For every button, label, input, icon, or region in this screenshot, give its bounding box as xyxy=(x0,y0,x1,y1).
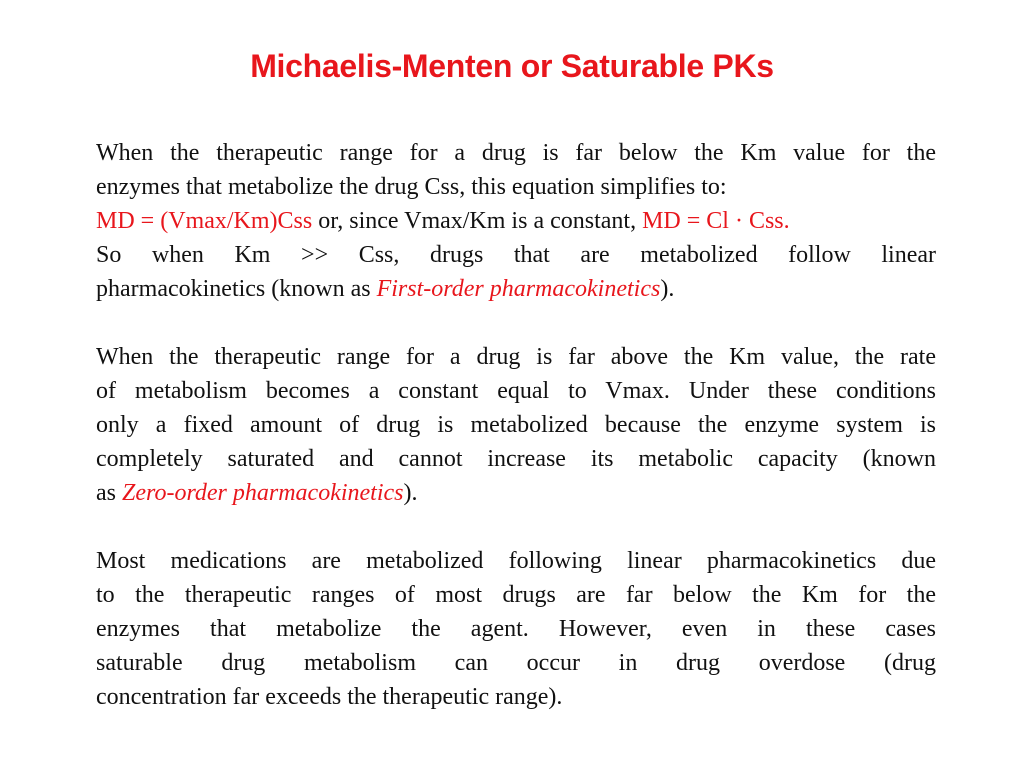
text-line xyxy=(96,476,936,510)
text-line: Most medications are metabolized following linear pharmacokinetics due xyxy=(96,548,936,574)
text-fragment: as xyxy=(96,480,122,506)
text-fragment: ). xyxy=(403,480,418,506)
text-line: enzymes that metabolize the agent. However, even in these cases xyxy=(96,616,936,642)
paragraph-most-medications xyxy=(96,544,936,714)
text-line: So when Km >> Css, drugs that are metabolized follow linear xyxy=(96,242,936,268)
equation-md-cl-css: MD = Cl · Css. xyxy=(642,208,790,234)
text-line: enzymes that metabolize the drug Css, this equation simplifies to: xyxy=(96,174,727,200)
text-line: When the therapeutic range for a drug is far below the Km value for the xyxy=(96,140,936,166)
text-line: only a fixed amount of drug is metabolized because the enzyme system is xyxy=(96,412,936,438)
term-zero-order: Zero-order pharmacokinetics xyxy=(122,480,404,506)
text-line xyxy=(96,272,936,306)
text-line: saturable drug metabolism can occur in drug overdose (drug xyxy=(96,650,936,676)
equation-md-vmax-km: MD = (Vmax/Km)Css xyxy=(96,208,313,234)
paragraph-zero-order xyxy=(96,340,936,510)
text-fragment: pharmacokinetics (known as xyxy=(96,276,377,302)
text-line: concentration far exceeds the therapeutic range). xyxy=(96,684,563,710)
text-line: When the therapeutic range for a drug is far above the Km value, the rate xyxy=(96,344,936,370)
term-first-order: First-order pharmacokinetics xyxy=(376,276,661,302)
text-line: to the therapeutic ranges of most drugs are far below the Km for the xyxy=(96,582,936,608)
text-line: of metabolism becomes a constant equal to Vmax. Under these conditions xyxy=(96,378,936,404)
text-fragment: or, since Vmax/Km is a constant, xyxy=(312,208,643,234)
slide-title: Michaelis-Menten or Saturable PKs xyxy=(250,48,774,84)
equation-line xyxy=(96,204,936,238)
slide-body xyxy=(96,136,936,748)
text-fragment: ). xyxy=(660,276,675,302)
paragraph-first-order xyxy=(96,136,936,306)
text-line: completely saturated and cannot increase its metabolic capacity (known xyxy=(96,446,936,472)
